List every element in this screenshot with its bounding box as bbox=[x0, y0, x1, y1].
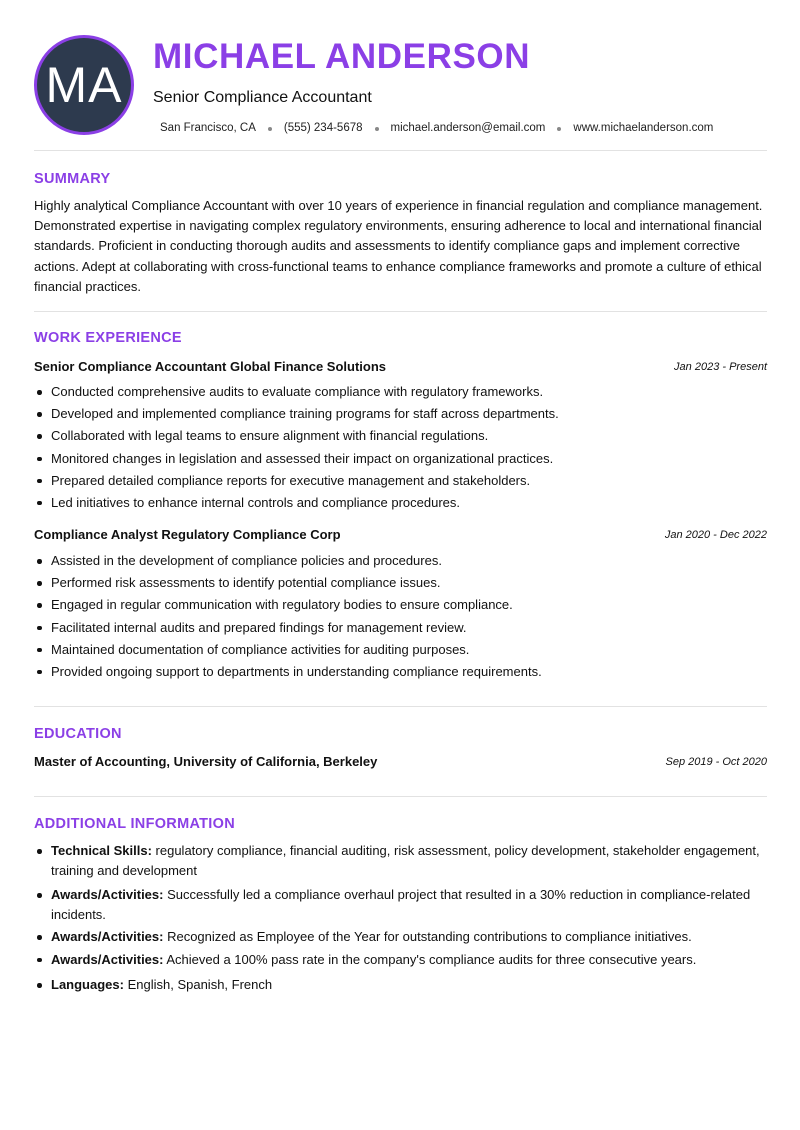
item-text: Successfully led a compliance overhaul project that resulted in a 30% reduction in compliance-related incidents. bbox=[51, 887, 751, 922]
item-label: Awards/Activities: bbox=[51, 929, 164, 944]
contact-email: michael.anderson@email.com bbox=[390, 122, 546, 134]
job-bullets bbox=[34, 383, 769, 516]
separator-dot-icon bbox=[268, 127, 272, 131]
candidate-name: MICHAEL ANDERSON bbox=[153, 37, 531, 76]
list-item bbox=[34, 885, 769, 924]
separator-dot-icon bbox=[375, 127, 379, 131]
list-item: Prepared detailed compliance reports for executive management and stakeholders. bbox=[34, 472, 769, 494]
list-item: Assisted in the development of compliance policies and procedures. bbox=[34, 552, 769, 574]
list-item bbox=[34, 927, 769, 947]
list-item: Led initiatives to enhance internal controls and compliance procedures. bbox=[34, 494, 769, 516]
divider bbox=[34, 706, 767, 707]
job-title: Senior Compliance Accountant bbox=[153, 89, 372, 106]
job-bullets bbox=[34, 552, 769, 685]
degree: Master of Accounting, University of California, Berkeley bbox=[34, 754, 378, 769]
list-item bbox=[34, 841, 769, 880]
divider bbox=[34, 796, 767, 797]
list-item: Facilitated internal audits and prepared findings for management review. bbox=[34, 619, 769, 641]
summary-heading: SUMMARY bbox=[34, 171, 111, 187]
list-item: Maintained documentation of compliance activities for auditing purposes. bbox=[34, 641, 769, 663]
contact-row bbox=[160, 120, 713, 136]
contact-location: San Francisco, CA bbox=[160, 122, 256, 134]
item-label: Languages: bbox=[51, 977, 124, 992]
job-title-company: Compliance Analyst Regulatory Compliance Corp bbox=[34, 527, 341, 542]
divider bbox=[34, 150, 767, 151]
list-item: Developed and implemented compliance training programs for staff across departments. bbox=[34, 405, 769, 427]
job-date: Jan 2020 - Dec 2022 bbox=[664, 529, 767, 541]
divider bbox=[34, 311, 767, 312]
list-item bbox=[34, 950, 769, 970]
separator-dot-icon bbox=[557, 127, 561, 131]
item-label: Awards/Activities: bbox=[51, 887, 164, 902]
summary-text: Highly analytical Compliance Accountant with over 10 years of experience in financial regulation and compliance management. Demonstrated expertise in navigating complex regulatory environments, ensuring adherence to local and international financial standards. Proficient in conducting thorough audits and assessments to identify compliance gaps and implement corrective actions. Adept at collaborating with cross-functional teams to enhance compliance frameworks and promote a culture of ethical financial practices. bbox=[34, 198, 763, 294]
item-text: Achieved a 100% pass rate in the company's compliance audits for three consecutive years. bbox=[163, 951, 697, 967]
avatar-initials: MA bbox=[45, 57, 123, 113]
job-title-company: Senior Compliance Accountant Global Finance Solutions bbox=[34, 359, 387, 374]
list-item: Monitored changes in legislation and assessed their impact on organizational practices. bbox=[34, 450, 769, 472]
contact-website: www.michaelanderson.com bbox=[573, 122, 714, 134]
education-heading: EDUCATION bbox=[34, 726, 122, 742]
item-label: Awards/Activities: bbox=[51, 951, 164, 967]
contact-phone: (555) 234-5678 bbox=[283, 122, 363, 134]
list-item bbox=[34, 975, 769, 995]
avatar bbox=[34, 35, 134, 135]
list-item: Provided ongoing support to departments in understanding compliance requirements. bbox=[34, 663, 769, 685]
list-item: Engaged in regular communication with regulatory bodies to ensure compliance. bbox=[34, 596, 769, 618]
list-item: Performed risk assessments to identify potential compliance issues. bbox=[34, 574, 769, 596]
list-item: Collaborated with legal teams to ensure alignment with financial regulations. bbox=[34, 427, 769, 449]
item-text: Recognized as Employee of the Year for outstanding contributions to compliance initiatives. bbox=[163, 929, 692, 944]
job-date: Jan 2023 - Present bbox=[674, 361, 767, 373]
education-date: Sep 2019 - Oct 2020 bbox=[665, 756, 767, 768]
experience-heading: WORK EXPERIENCE bbox=[34, 330, 182, 346]
additional-heading: ADDITIONAL INFORMATION bbox=[34, 816, 235, 832]
item-text: regulatory compliance, financial auditing, risk assessment, policy development, stakeholder engagement, training and development bbox=[51, 843, 760, 878]
list-item: Conducted comprehensive audits to evaluate compliance with regulatory frameworks. bbox=[34, 383, 769, 405]
additional-list bbox=[34, 841, 769, 995]
item-label: Technical Skills: bbox=[51, 843, 152, 858]
item-text: English, Spanish, French bbox=[123, 977, 273, 992]
